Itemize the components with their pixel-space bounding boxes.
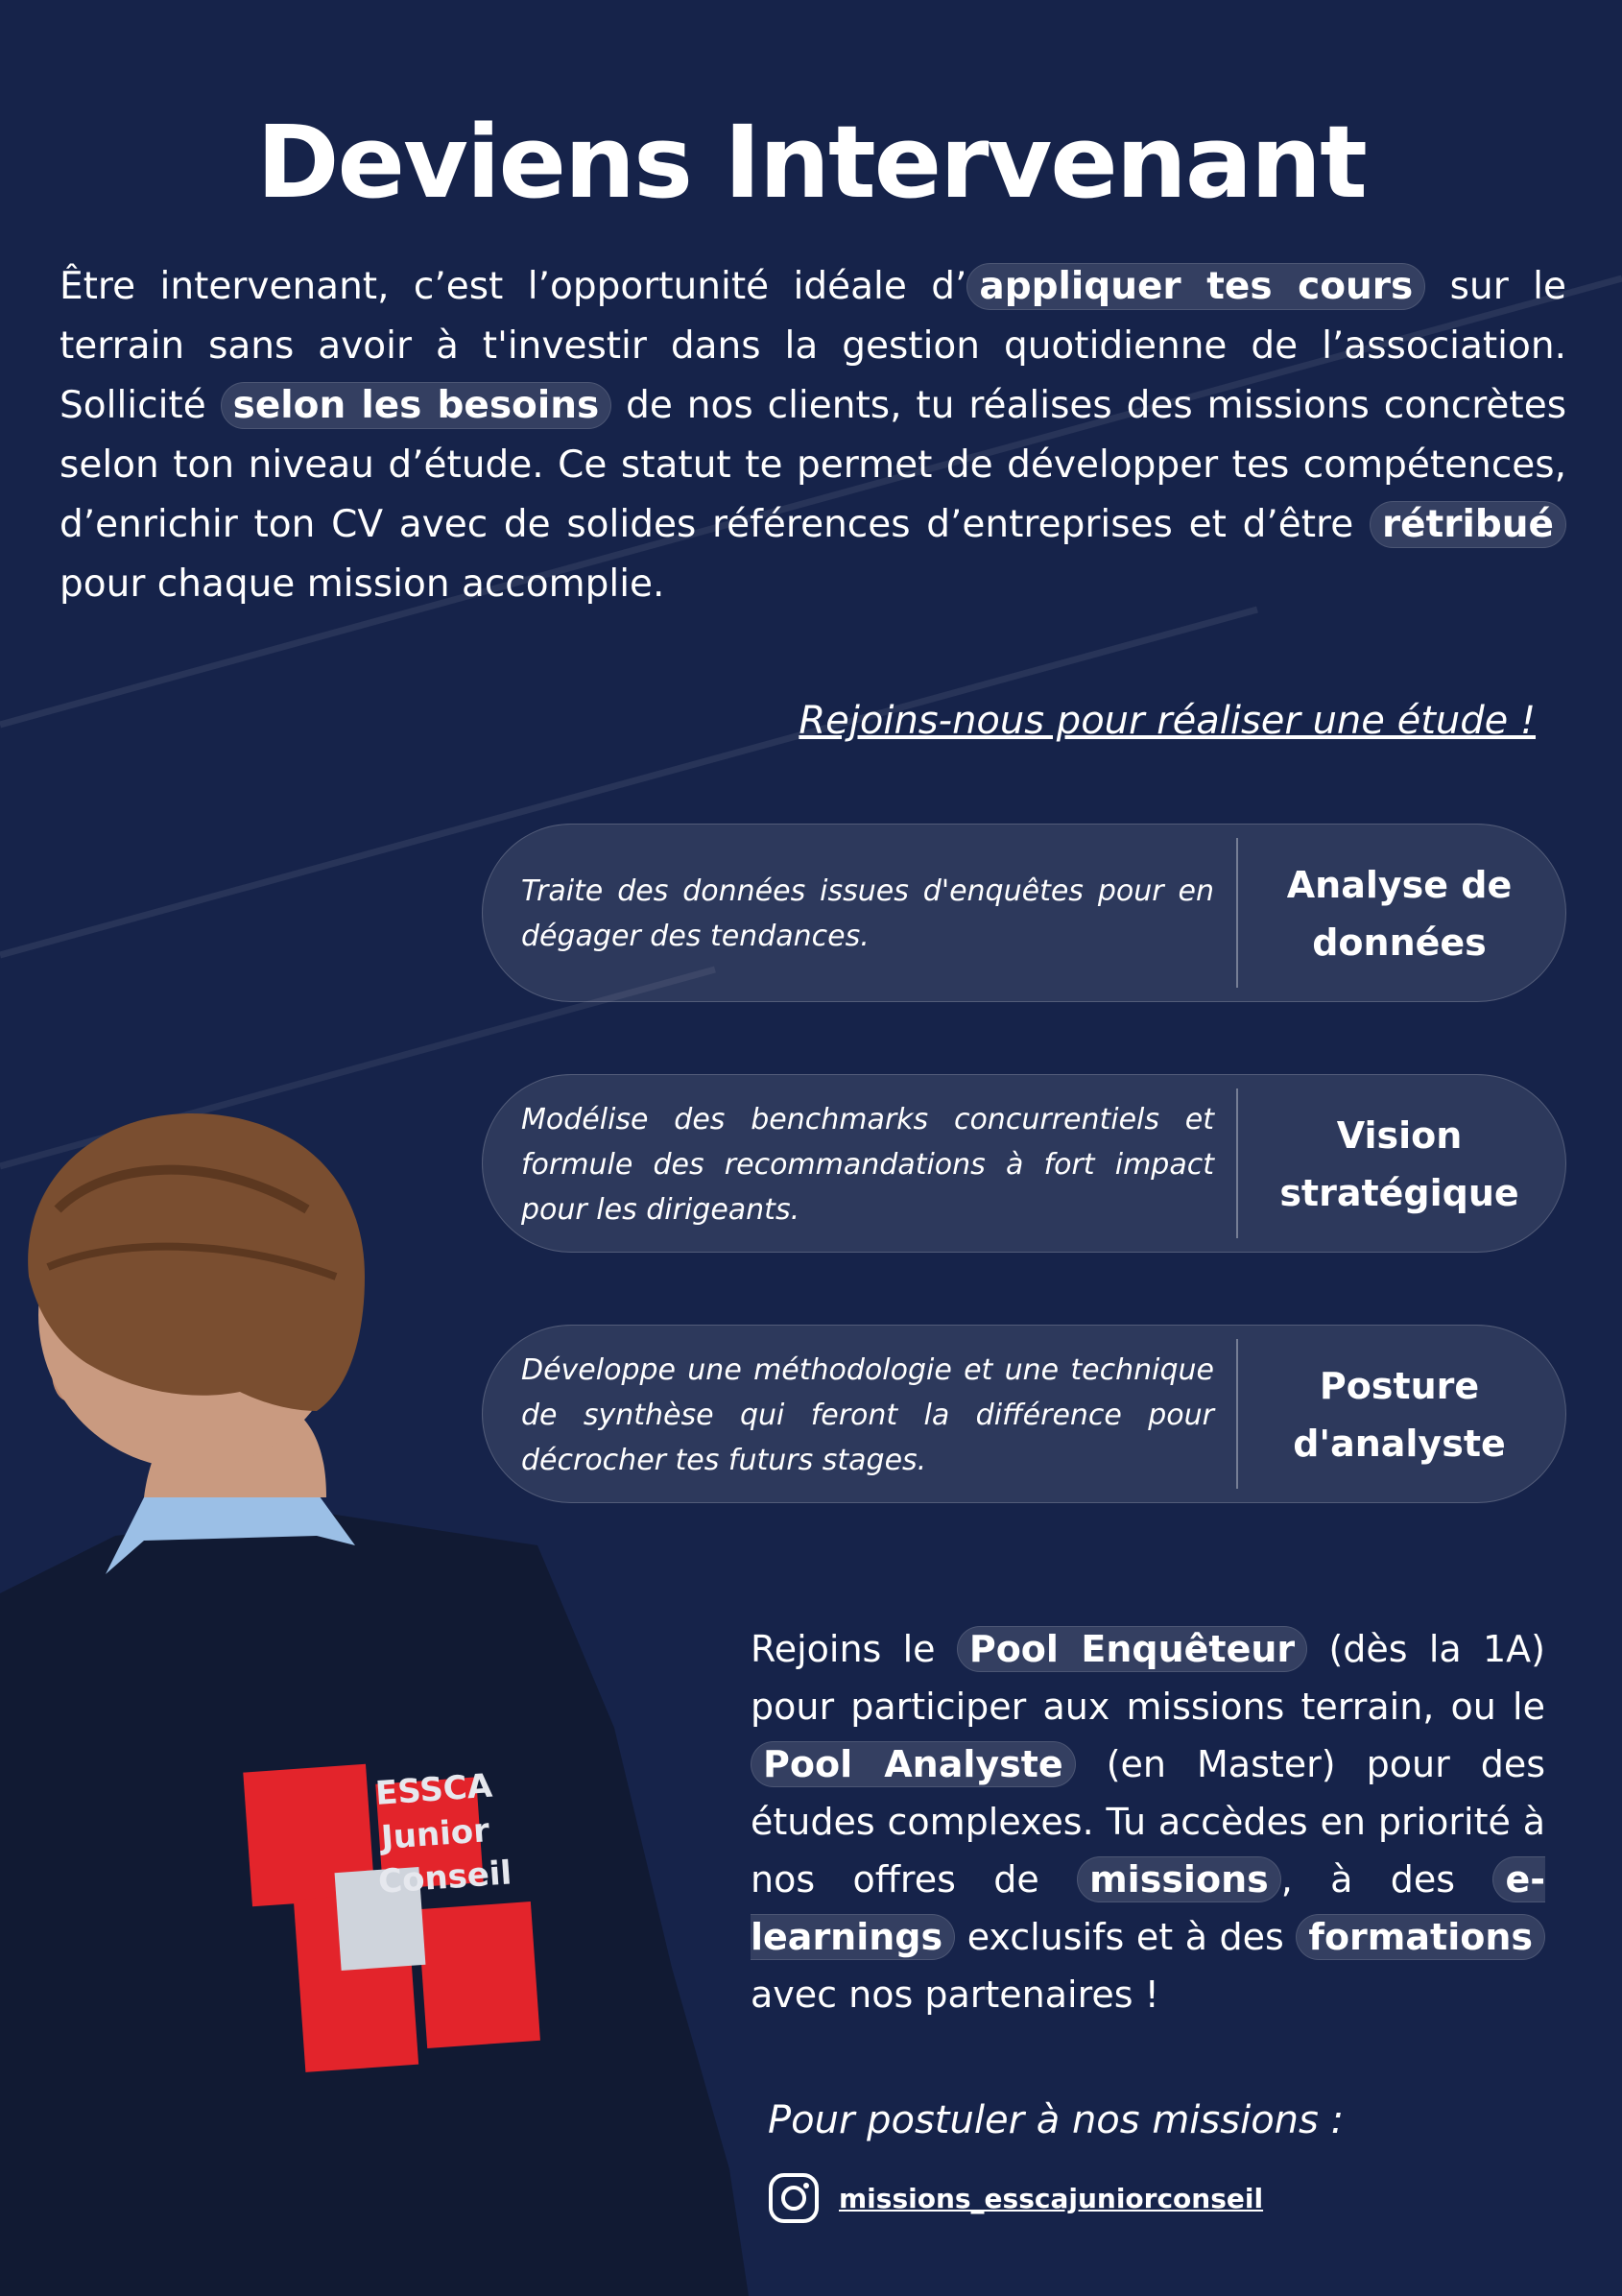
logo-text-essca: ESSCA	[373, 1766, 494, 1813]
pillar-title: Vision stratégique	[1279, 1114, 1519, 1214]
person-photo	[0, 1085, 749, 2296]
pool-text: exclusifs et à des	[955, 1916, 1297, 1958]
intro-paragraph	[60, 257, 1566, 614]
pool-highlight: e-learnings	[751, 1858, 1546, 1958]
pool-paragraph	[751, 1620, 1545, 2023]
pool-text: Rejoins le	[751, 1628, 957, 1670]
instagram-link[interactable]	[768, 2171, 1263, 2225]
intro-text: de nos clients, tu réalises des missions concrètes selon ton niveau d’étude. Ce statut te permet de développer tes compétences, d’enrichir ton CV avec de solides références d’entreprises et d’être	[60, 384, 1567, 546]
pillar-description-text: Modélise des benchmarks concurrentiels et formule des recommandations à fort impact pour les dirigeants.	[521, 1102, 1214, 1227]
pillar-divider	[1236, 1339, 1238, 1489]
pool-highlight: missions	[1077, 1856, 1281, 1902]
intro-highlight: appliquer tes cours	[966, 263, 1425, 310]
pool-text: avec nos partenaires !	[751, 1973, 1159, 2016]
pool-text: , à des	[1280, 1858, 1493, 1901]
join-study-link[interactable]: Rejoins-nous pour réaliser une étude !	[799, 699, 1536, 743]
intro-text: sur le terrain sans avoir à t'investir dans la gestion quotidienne de l’association. Sollicité	[60, 265, 1566, 427]
pillar-divider	[1236, 1088, 1238, 1238]
pool-highlight: formations	[1296, 1914, 1545, 1960]
pillar-title: Posture d'analyste	[1293, 1365, 1506, 1465]
intro-text: pour chaque mission accomplie.	[60, 562, 665, 606]
pool-highlight: Pool Analyste	[751, 1741, 1076, 1787]
intro-text: Être intervenant, c’est l’opportunité idéale d’	[60, 265, 967, 308]
pillar-card-data-analysis	[482, 824, 1566, 1002]
pillar-description-text: Développe une méthodologie et une technique de synthèse qui feront la différence pour décrocher tes futurs stages.	[521, 1352, 1214, 1477]
logo-text-junior: Junior	[379, 1811, 491, 1857]
intro-highlight: rétribué	[1370, 501, 1566, 548]
logo-text-conseil: Conseil	[376, 1854, 513, 1901]
pillar-divider	[1236, 838, 1238, 988]
instagram-handle[interactable]: missions_esscajuniorconseil	[839, 2182, 1264, 2214]
pool-text: (dès la 1A) pour participer aux missions terrain, ou le	[751, 1628, 1545, 1728]
apply-heading: Pour postuler à nos missions :	[768, 2098, 1345, 2142]
page-title: Deviens Intervenant	[256, 104, 1366, 221]
pillar-title: Analyse de données	[1286, 864, 1513, 964]
pool-highlight: Pool Enquêteur	[957, 1626, 1307, 1672]
pillar-description-text: Traite des données issues d'enquêtes pour en dégager des tendances.	[521, 874, 1214, 953]
instagram-icon	[768, 2172, 820, 2224]
pillar-description	[521, 825, 1214, 1003]
intro-highlight: selon les besoins	[221, 382, 612, 429]
pool-text: (en Master) pour des études complexes. Tu accèdes en priorité à nos offres de	[751, 1743, 1545, 1901]
